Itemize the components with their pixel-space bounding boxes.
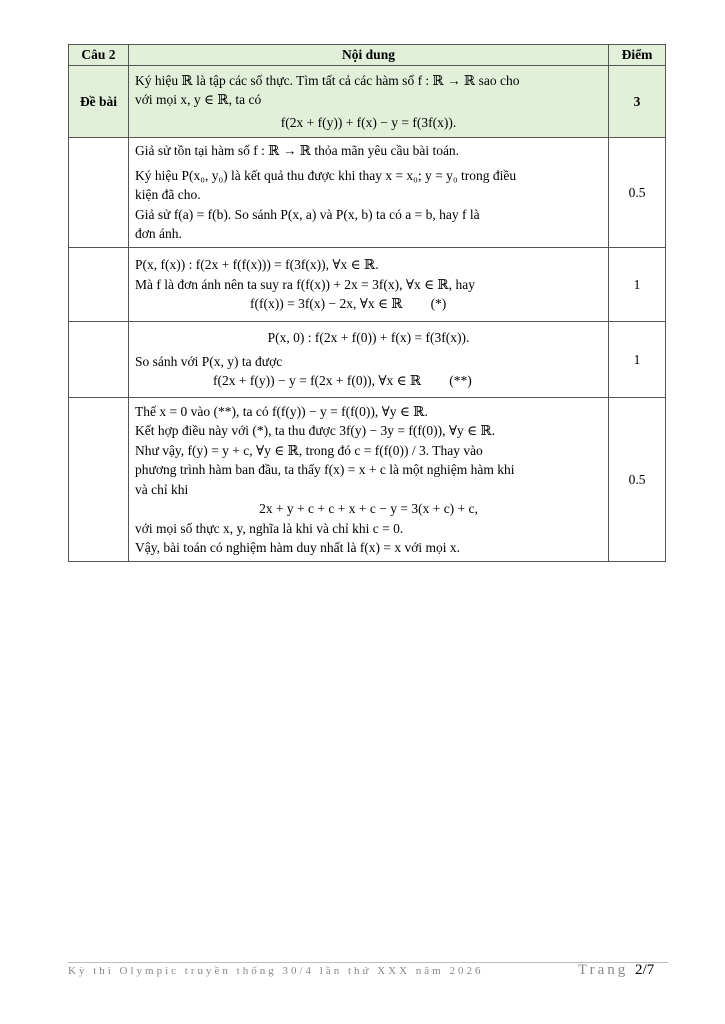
solution-row-4 (69, 398, 666, 562)
page-label: Trang (578, 962, 629, 978)
footer-text: Kỳ thi Olympic truyền thống 30/4 lần thứ XXX năm 2026 (68, 965, 484, 977)
problem-row (69, 66, 666, 138)
step4-line6: 2x + y + c + c + x + c − y = 3(x + c) + c, (259, 501, 478, 516)
step2-score: 1 (609, 248, 666, 322)
step4-line5: và chỉ khi (135, 481, 189, 497)
problem-score: 3 (609, 66, 666, 138)
step4-line3: Như vậy, f(y) = y + c, ∀y ∈ ℝ, trong đó c = f(f(0)) / 3. Thay vào (135, 442, 483, 458)
solution-row-2 (69, 248, 666, 322)
solution-row-1 (69, 138, 666, 248)
step4-line8: Vậy, bài toán có nghiệm hàm duy nhất là f(x) = x với mọi x. (135, 540, 461, 555)
problem-label: Đề bài (69, 66, 129, 138)
solution-row-3 (69, 322, 666, 398)
table-header-row (69, 45, 666, 66)
problem-statement (129, 66, 609, 138)
header-content: Nội dung (129, 45, 609, 66)
header-question: Câu 2 (69, 45, 129, 66)
problem-line-2: với mọi x, y ∈ ℝ, ta có (135, 92, 262, 108)
solution-step-1 (129, 138, 609, 248)
step3-line2: So sánh với P(x, y) ta được (135, 353, 283, 369)
row-label-empty (69, 248, 129, 322)
row-label-empty (69, 398, 129, 562)
step3-score: 1 (609, 322, 666, 398)
step2-line1: P(x, f(x)) : f(2x + f(f(x))) = f(3f(x)), ∀x ∈ ℝ. (135, 257, 379, 273)
step3-tag: (**) (449, 373, 472, 389)
problem-line-1: Ký hiệu ℝ là tập các số thực. Tìm tất cả các hàm số f : ℝ → ℝ sao cho (135, 72, 520, 88)
step3-line1: P(x, 0) : f(2x + f(0)) + f(x) = f(3f(x)). (267, 330, 470, 346)
page-indicator (578, 962, 654, 979)
step1-line1: Giả sử tồn tại hàm số f : ℝ → ℝ thỏa mãn yêu cầu bài toán. (135, 143, 460, 159)
step2-equation: f(f(x)) = 3f(x) − 2x, ∀x ∈ ℝ (250, 296, 403, 312)
step1-score: 0.5 (609, 138, 666, 248)
step4-line7: với mọi số thực x, y, nghĩa là khi và chỉ khi c = 0. (135, 520, 404, 536)
header-score: Điểm (609, 45, 666, 66)
step4-line4: phương trình hàm ban đầu, ta thấy f(x) = x + c là một nghiệm hàm khi (135, 462, 515, 477)
row-label-empty (69, 138, 129, 248)
step4-line2: Kết hợp điều này với (*), ta thu được 3f(y) − 3y = f(f(0)), ∀y ∈ ℝ. (135, 423, 496, 438)
solution-table (68, 44, 666, 562)
step1-line5: đơn ánh. (135, 226, 182, 242)
step4-score: 0.5 (609, 398, 666, 562)
row-label-empty (69, 322, 129, 398)
step1-line4: Giả sử f(a) = f(b). So sánh P(x, a) và P(x, b) ta có a = b, hay f là (135, 206, 480, 222)
problem-equation: f(2x + f(y)) + f(x) − y = f(3f(x)). (280, 114, 457, 130)
solution-step-4 (129, 398, 609, 562)
step2-line3 (135, 294, 602, 314)
solution-step-2 (129, 248, 609, 322)
step4-line1: Thế x = 0 vào (**), ta có f(f(y)) − y = f(f(0)), ∀y ∈ ℝ. (135, 403, 428, 419)
solution-step-3 (129, 322, 609, 398)
page-number: 2/7 (635, 962, 655, 978)
step3-line3 (135, 371, 602, 391)
step3-equation: f(2x + f(y)) − y = f(2x + f(0)), ∀x ∈ ℝ (213, 373, 422, 389)
step2-line2: Mà f là đơn ánh nên ta suy ra f(f(x)) + 2x = 3f(x), ∀x ∈ ℝ, hay (135, 276, 476, 292)
step1-line3: kiện đã cho. (135, 187, 201, 203)
step1-line2: Ký hiệu P(x₀, y₀) là kết quả thu được khi thay x = x₀; y = y₀ trong điều (135, 167, 517, 183)
step2-tag: (*) (430, 296, 447, 312)
